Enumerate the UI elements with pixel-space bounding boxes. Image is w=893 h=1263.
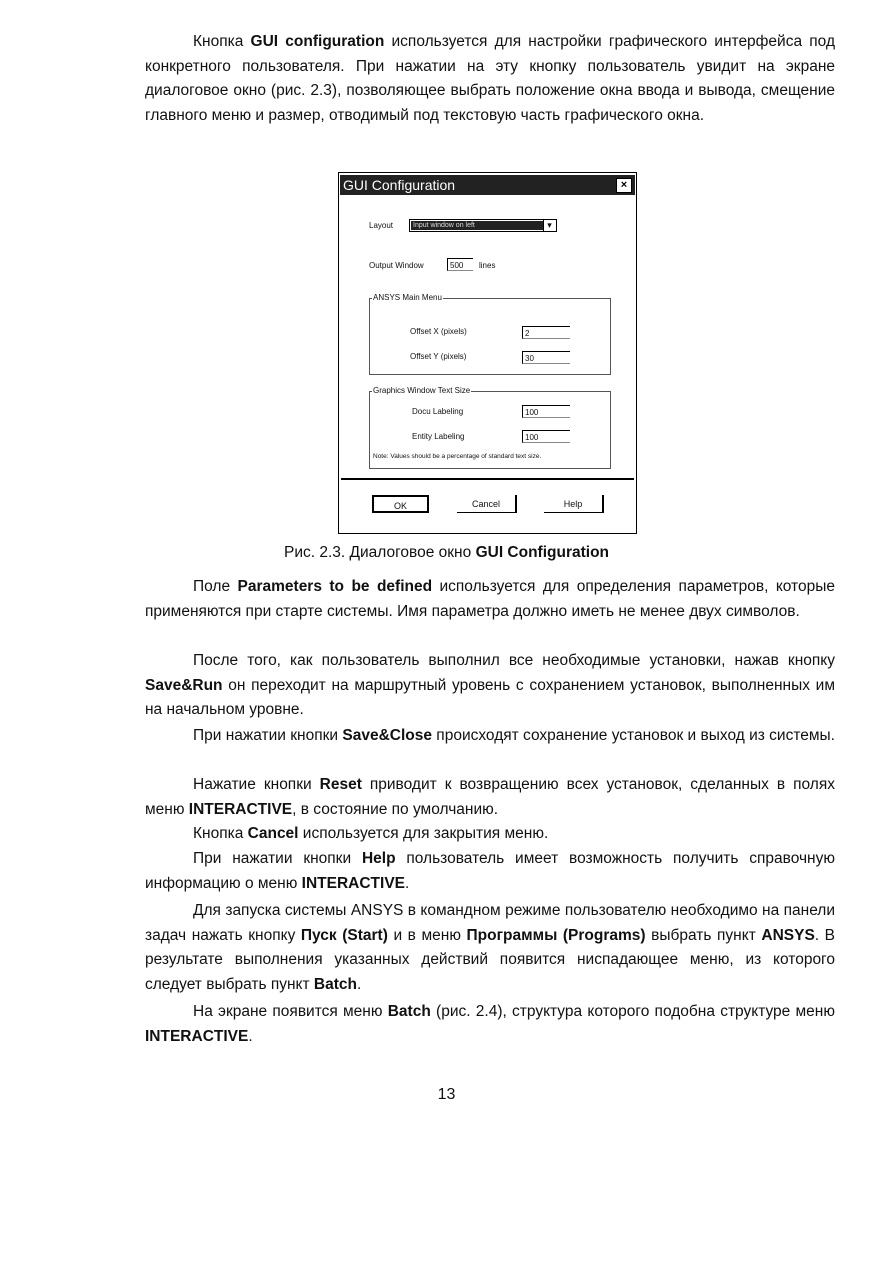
entity-labeling-input[interactable]: 100 <box>522 430 570 443</box>
caption-bold: GUI Configuration <box>475 544 610 561</box>
text: он переходит на маршрутный уровень с сохранением установок, выполненных им на начальном уровне. <box>145 676 835 718</box>
text: На экране появится меню <box>193 1003 388 1020</box>
text: При нажатии кнопки <box>193 727 343 744</box>
bold-term: Save&Close <box>342 727 432 744</box>
bold-term: INTERACTIVE <box>145 1027 249 1045</box>
entity-labeling-label: Entity Labeling <box>412 432 465 441</box>
intro-paragraph <box>145 30 835 128</box>
text: (рис. 2.4), структура которого подобна структуре меню <box>430 1003 835 1020</box>
text: Для запуска системы ANSYS в командном режиме пользователю необходимо на панели задач нажать кнопку <box>145 902 835 944</box>
paragraph-batch-menu <box>145 1000 835 1049</box>
bold-term: INTERACTIVE <box>301 874 405 892</box>
text: Поле <box>193 578 238 595</box>
text: Нажатие кнопки <box>193 776 320 793</box>
bold-term: Пуск (Start) <box>300 926 388 944</box>
paragraph-cancel <box>145 822 835 847</box>
offset-y-input[interactable]: 30 <box>522 351 570 364</box>
offset-x-input[interactable]: 2 <box>522 326 570 339</box>
bold-term: Reset <box>319 776 362 793</box>
ok-button[interactable]: OK <box>372 495 429 513</box>
paragraph-parameters <box>145 575 835 624</box>
chevron-down-icon[interactable]: ▾ <box>543 220 555 231</box>
text: , в состояние по умолчанию. <box>292 800 499 818</box>
bold-term: INTERACTIVE <box>188 800 293 818</box>
docu-labeling-label: Docu Labeling <box>412 407 464 416</box>
docu-labeling-input[interactable]: 100 <box>522 405 570 418</box>
bold-term: Программы (Programs) <box>466 926 646 944</box>
paragraph-reset <box>145 773 835 822</box>
gui-configuration-dialog <box>338 172 637 534</box>
close-icon[interactable]: × <box>616 178 632 193</box>
bold-term: GUI configuration <box>250 33 385 50</box>
divider <box>341 478 634 480</box>
lines-label: lines <box>479 261 496 270</box>
text: . В результате выполнения указанных действий появится ниспадающее меню, из которого следует выбрать пункт <box>145 926 835 993</box>
text: используется для определения параметров, которые применяются при старте системы. Имя параметра должно иметь не менее двух символов. <box>145 578 835 620</box>
bold-term: Cancel <box>247 825 299 842</box>
text: используется для закрытия меню. <box>298 825 549 842</box>
text: пользователь имеет возможность получить справочную информацию о меню <box>145 850 835 892</box>
output-window-input[interactable]: 500 <box>447 258 473 271</box>
offset-y-label: Offset Y (pixels) <box>410 352 467 361</box>
text: После того, как пользователь выполнил все необходимые установки, нажав кнопку <box>193 652 835 669</box>
figure-caption <box>0 544 893 562</box>
group-label: ANSYS Main Menu <box>373 293 442 302</box>
text: При нажатии кнопки <box>193 850 362 867</box>
cancel-button[interactable]: Cancel <box>457 495 517 513</box>
layout-select[interactable] <box>409 219 557 232</box>
ansys-main-menu-group <box>369 293 611 375</box>
text: приводит к возвращению всех установок, сделанных в полях меню <box>145 776 835 818</box>
dialog-title: GUI Configuration <box>343 177 456 193</box>
text: используется для настройки графического интерфейса под конкретного пользователя. При нажатии на эту кнопку пользователь увидит на экране диалоговое окно (рис. 2.3), позволяющее выбрать положение окна ввода и вывода, смещение главного меню и размер, отводимый под текстовую часть графического окна. <box>145 33 835 124</box>
text: выбрать пункт <box>645 926 762 944</box>
layout-label: Layout <box>369 221 394 230</box>
note-text: Note: Values should be a percentage of standard text size. <box>373 453 542 460</box>
layout-selected-value: Input window on left <box>411 221 543 230</box>
bold-term: Parameters to be defined <box>237 578 433 595</box>
caption-text: Рис. 2.3. Диалоговое окно <box>283 544 476 561</box>
text: и в меню <box>387 926 467 944</box>
group-label: Graphics Window Text Size <box>373 386 471 395</box>
paragraph-save-run <box>145 649 835 723</box>
output-window-label: Output Window <box>369 261 424 270</box>
bold-term: Batch <box>387 1003 431 1020</box>
paragraph-save-close <box>145 724 835 749</box>
text: . <box>248 1027 253 1045</box>
text: Кнопка <box>193 825 248 842</box>
paragraph-batch-start <box>145 899 835 997</box>
bold-term: Batch <box>313 975 357 993</box>
bold-term: ANSYS <box>761 926 815 944</box>
paragraph-help <box>145 847 835 896</box>
text: . <box>356 975 362 993</box>
text: происходят сохранение установок и выход из системы. <box>432 727 835 744</box>
text: Кнопка <box>193 33 251 50</box>
text: . <box>405 874 410 892</box>
dialog-titlebar <box>340 175 635 195</box>
offset-x-label: Offset X (pixels) <box>410 327 467 336</box>
bold-term: Save&Run <box>145 676 223 694</box>
graphics-text-size-group <box>369 386 611 469</box>
bold-term: Help <box>361 850 396 867</box>
help-button[interactable]: Help <box>544 495 604 513</box>
page-number: 13 <box>437 1086 456 1103</box>
